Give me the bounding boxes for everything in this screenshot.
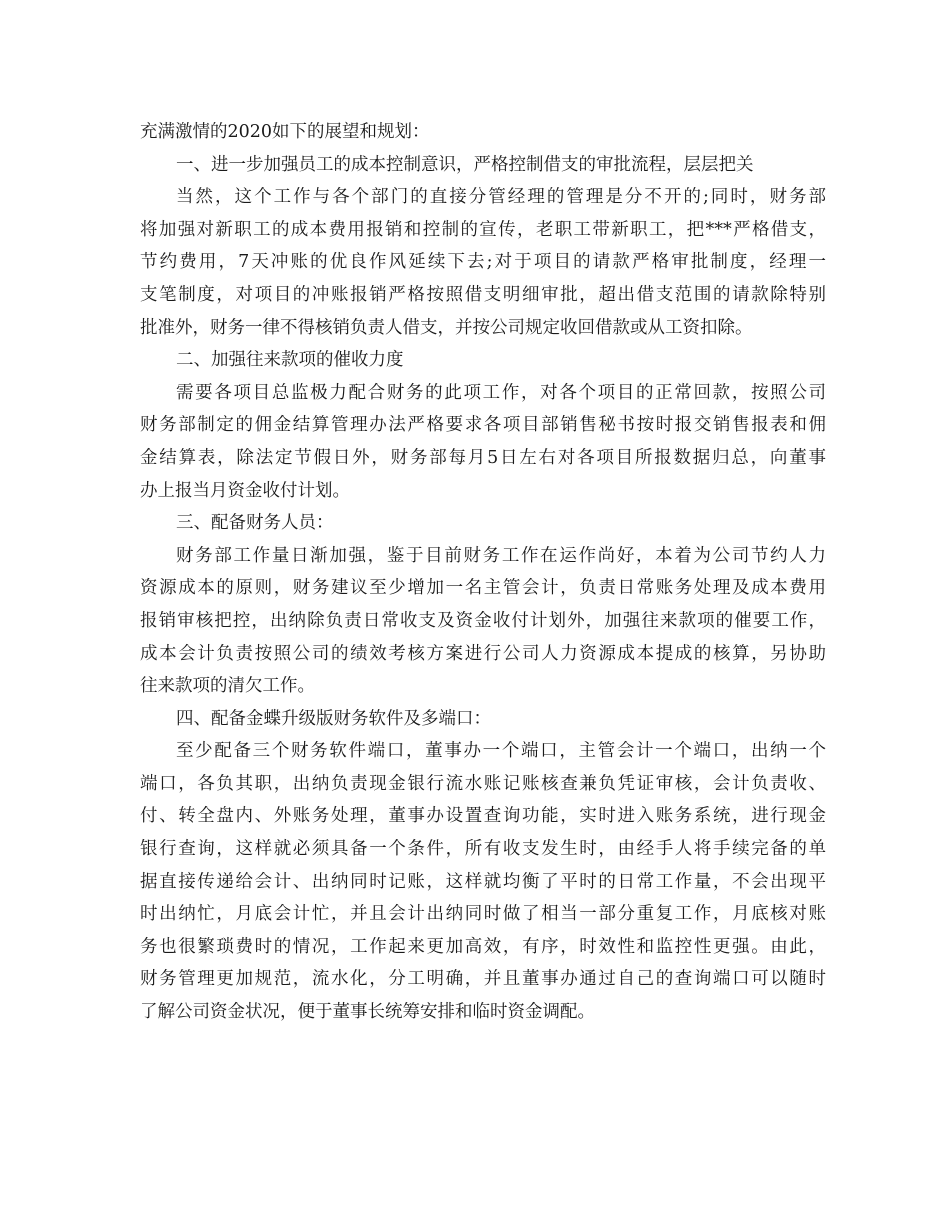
text-line: 至少配备三个财务软件端口，董事办一个端口，主管会计一个端口，出纳一个 — [176, 741, 826, 762]
text-line: 批准外，财务一律不得核销负责人借支，并按公司规定收回借款或从工资扣除。 — [140, 317, 753, 338]
text-line: 据直接传递给会计、出纳同时记账，这样就均衡了平时的日常工作量，不会出现平 — [140, 871, 826, 892]
text-line: 当然，这个工作与各个部门的直接分管经理的管理是分不开的;同时，财务部 — [176, 187, 826, 208]
text-line: 成本会计负责按照公司的绩效考核方案进行公司人力资源成本提成的核算，另协助 — [140, 643, 826, 664]
text-line: 节约费用，7天冲账的优良作风延续下去;对于项目的请款严格审批制度，经理一 — [140, 252, 826, 273]
text-line: 往来款项的清欠工作。 — [140, 676, 315, 697]
text-line: 需要各项目总监极力配合财务的此项工作，对各个项目的正常回款，按照公司 — [176, 382, 826, 403]
text-line: 时出纳忙，月底会计忙，并且会计出纳同时做了相当一部分重复工作，月底核对账 — [140, 904, 826, 925]
text-line: 务也很繁琐费时的情况，工作起来更加高效，有序，时效性和监控性更强。由此， — [140, 936, 826, 957]
text-line: 财务部制定的佣金结算管理办法严格要求各项目部销售秘书按时报交销售报表和佣 — [140, 415, 826, 436]
text-line: 报销审核把控，出纳除负责日常收支及资金收付计划外，加强往来款项的催要工作， — [140, 610, 826, 631]
document-body — [140, 116, 826, 1029]
text-line: 二、加强往来款项的催收力度 — [176, 350, 404, 371]
text-line: 付、转全盘内、外账务处理，董事办设置查询功能，实时进入账务系统，进行现金 — [140, 806, 826, 827]
text-line: 银行查询，这样就必须具备一个条件，所有收支发生时，由经手人将手续完备的单 — [140, 839, 826, 860]
text-line: 办上报当月资金收付计划。 — [140, 480, 350, 501]
text-line: 一、进一步加强员工的成本控制意识，严格控制借支的审批流程，层层把关 — [176, 154, 754, 175]
text-line: 充满激情的2020如下的展望和规划： — [140, 122, 430, 142]
text-line: 了解公司资金状况，便于董事长统筹安排和临时资金调配。 — [140, 1002, 595, 1023]
text-line: 金结算表，除法定节假日外，财务部每月5日左右对各项目所报数据归总，向董事 — [140, 447, 826, 468]
text-line: 财务部工作量日渐加强，鉴于目前财务工作在运作尚好，本着为公司节约人力 — [176, 545, 826, 566]
text-line: 财务管理更加规范，流水化，分工明确，并且董事办通过自己的查询端口可以随时 — [140, 969, 826, 990]
text-line: 支笔制度，对项目的冲账报销严格按照借支明细审批，超出借支范围的请款除特别 — [140, 284, 826, 305]
text-line: 端口，各负其职，出纳负责现金银行流水账记账核查兼负凭证审核，会计负责收、 — [140, 773, 826, 794]
text-line: 四、配备金蝶升级版财务软件及多端口： — [176, 708, 491, 729]
text-line: 三、配备财务人员： — [176, 513, 334, 534]
text-line: 将加强对新职工的成本费用报销和控制的宣传，老职工带新职工，把***严格借支， — [140, 219, 826, 240]
text-line: 资源成本的原则，财务建议至少增加一名主管会计，负责日常账务处理及成本费用 — [140, 578, 826, 599]
